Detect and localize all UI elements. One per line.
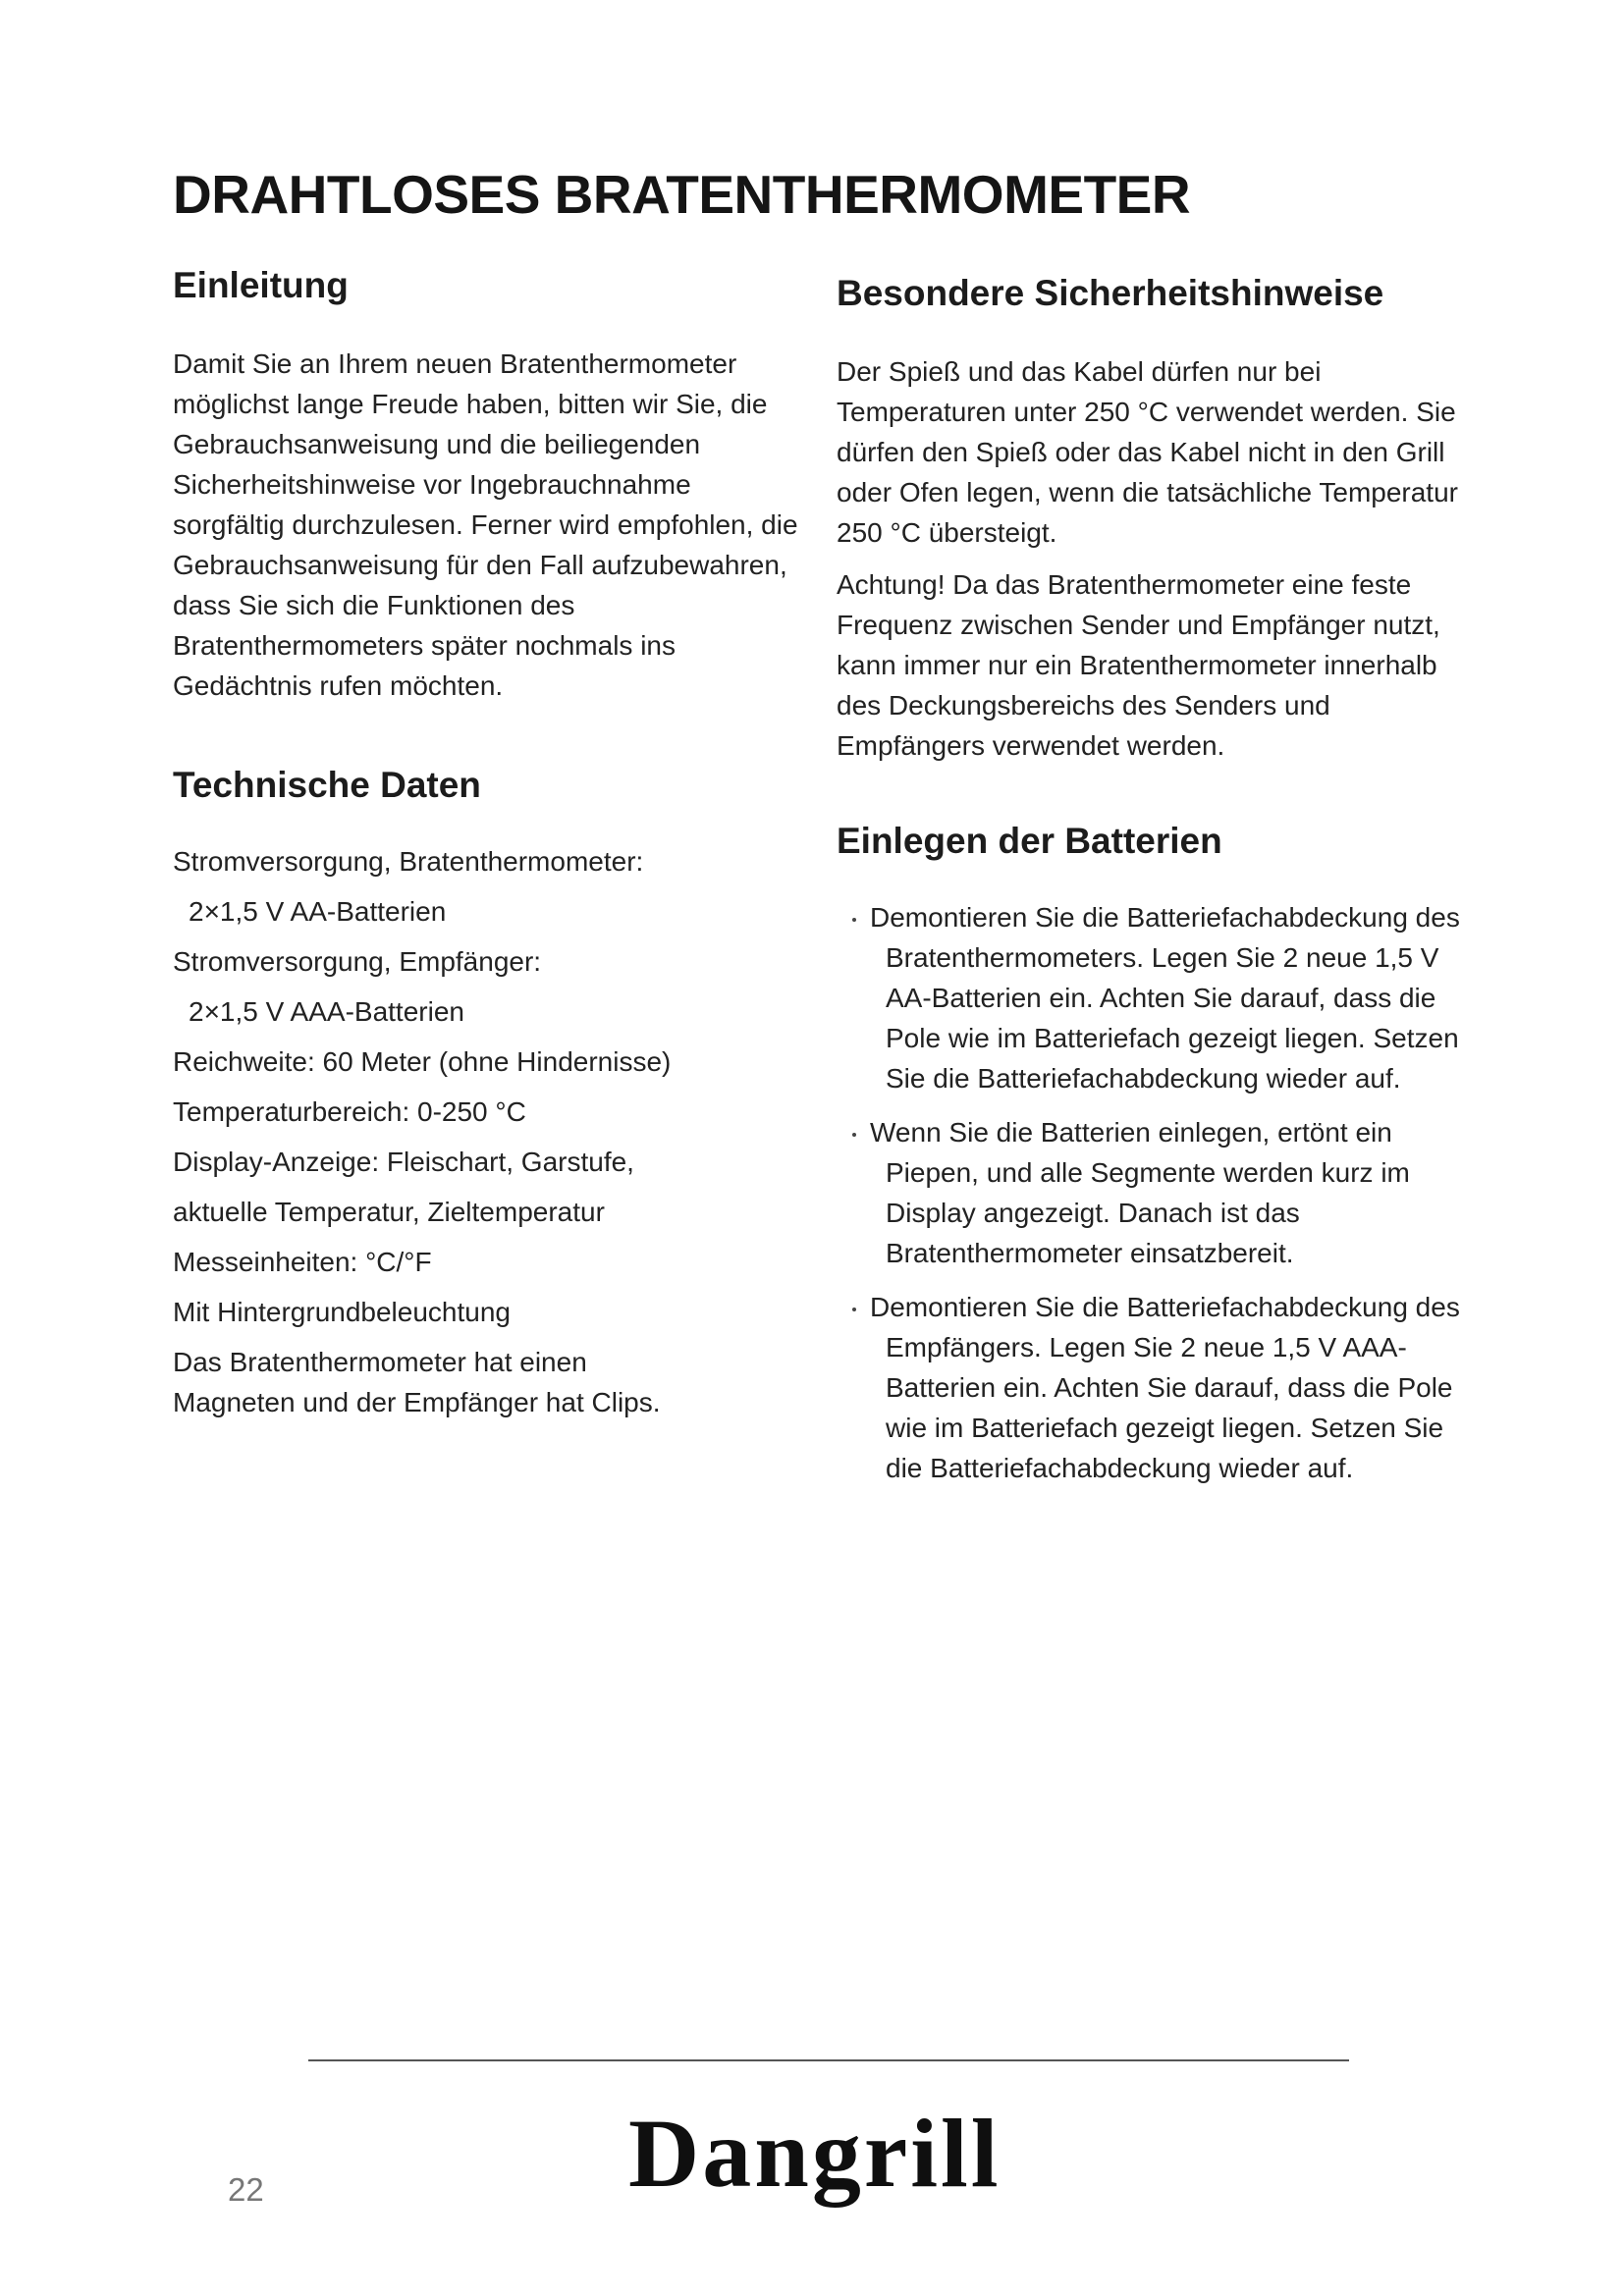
intro-heading: Einleitung <box>173 265 349 305</box>
tech-heading: Technische Daten <box>173 765 481 805</box>
battery-step <box>837 1112 1465 1273</box>
battery-heading: Einlegen der Batterien <box>837 821 1222 861</box>
bullet-icon <box>852 1133 856 1137</box>
right-column <box>837 265 1465 1502</box>
battery-step <box>837 1287 1465 1488</box>
battery-step <box>837 897 1465 1098</box>
left-column <box>173 265 801 1432</box>
tech-line: Stromversorgung, Empfänger: <box>173 946 542 977</box>
footer-divider <box>308 2059 1349 2061</box>
tech-line: Stromversorgung, Bratenthermometer: <box>173 846 644 877</box>
safety-paragraph: Achtung! Da das Bratenthermometer eine feste Frequenz zwischen Sender und Empfänger nutzt, kann immer nur ein Bratenthermometer innerhalb des Deckungsbereichs des Senders und Empfängers verwendet werden. <box>837 569 1440 761</box>
page-title: DRAHTLOSES BRATENTHERMOMETER <box>173 164 1191 225</box>
tech-line: Temperaturbereich: 0-250 °C <box>173 1096 526 1127</box>
tech-line: Mit Hintergrundbeleuchtung <box>173 1297 511 1327</box>
page-number: 22 <box>228 2171 264 2208</box>
safety-heading: Besondere Sicherheitshinweise <box>837 273 1384 313</box>
tech-line: 2×1,5 V AA-Batterien <box>189 896 447 927</box>
tech-line: Messeinheiten: °C/°F <box>173 1247 432 1277</box>
tech-line: 2×1,5 V AAA-Batterien <box>189 996 464 1027</box>
battery-step-text: Demontieren Sie die Batteriefachabdeckung des Empfängers. Legen Sie 2 neue 1,5 V AAA-Batterien ein. Achten Sie darauf, dass die Pole wie im Batteriefach gezeigt liegen. Setzen Sie die Batteriefachabdeckung wieder auf. <box>870 1292 1460 1483</box>
battery-step-text: Wenn Sie die Batterien einlegen, ertönt ein Piepen, und alle Segmente werden kurz im Display angezeigt. Danach ist das Bratenthermometer einsatzbereit. <box>870 1117 1410 1268</box>
safety-paragraph: Der Spieß und das Kabel dürfen nur bei Temperaturen unter 250 °C verwendet werden. Sie dürfen den Spieß oder das Kabel nicht in den Grill oder Ofen legen, wenn die tatsächliche Temperatur 250 °C übersteigt. <box>837 356 1458 548</box>
bullet-icon <box>852 918 856 922</box>
battery-step-text: Demontieren Sie die Batteriefachabdeckung des Bratenthermometers. Legen Sie 2 neue 1,5 V AA-Batterien ein. Achten Sie darauf, dass die Pole wie im Batteriefach gezeigt liegen. Setzen Sie die Batteriefachabdeckung wieder auf. <box>870 902 1460 1094</box>
tech-line: aktuelle Temperatur, Zieltemperatur <box>173 1197 605 1227</box>
tech-line: Das Bratenthermometer hat einen <box>173 1347 587 1377</box>
tech-specs-list <box>173 841 801 1422</box>
bullet-icon <box>852 1308 856 1311</box>
battery-steps-list <box>837 897 1465 1488</box>
intro-text: Damit Sie an Ihrem neuen Bratenthermometer möglichst lange Freude haben, bitten wir Sie, die Gebrauchsanweisung und die beiliegenden Sicherheitshinweise vor Ingebrauchnahme sorgfältig durchzulesen. Ferner wird empfohlen, die Gebrauchsanweisung für den Fall aufzubewahren, dass Sie sich die Funktionen des Bratenthermometers später nochmals ins Gedächtnis rufen möchten. <box>173 348 798 701</box>
tech-line: Reichweite: 60 Meter (ohne Hindernisse) <box>173 1046 672 1077</box>
brand-logo: Dangrill <box>628 2099 1001 2208</box>
tech-line: Magneten und der Empfänger hat Clips. <box>173 1387 661 1417</box>
tech-line: Display-Anzeige: Fleischart, Garstufe, <box>173 1147 634 1177</box>
